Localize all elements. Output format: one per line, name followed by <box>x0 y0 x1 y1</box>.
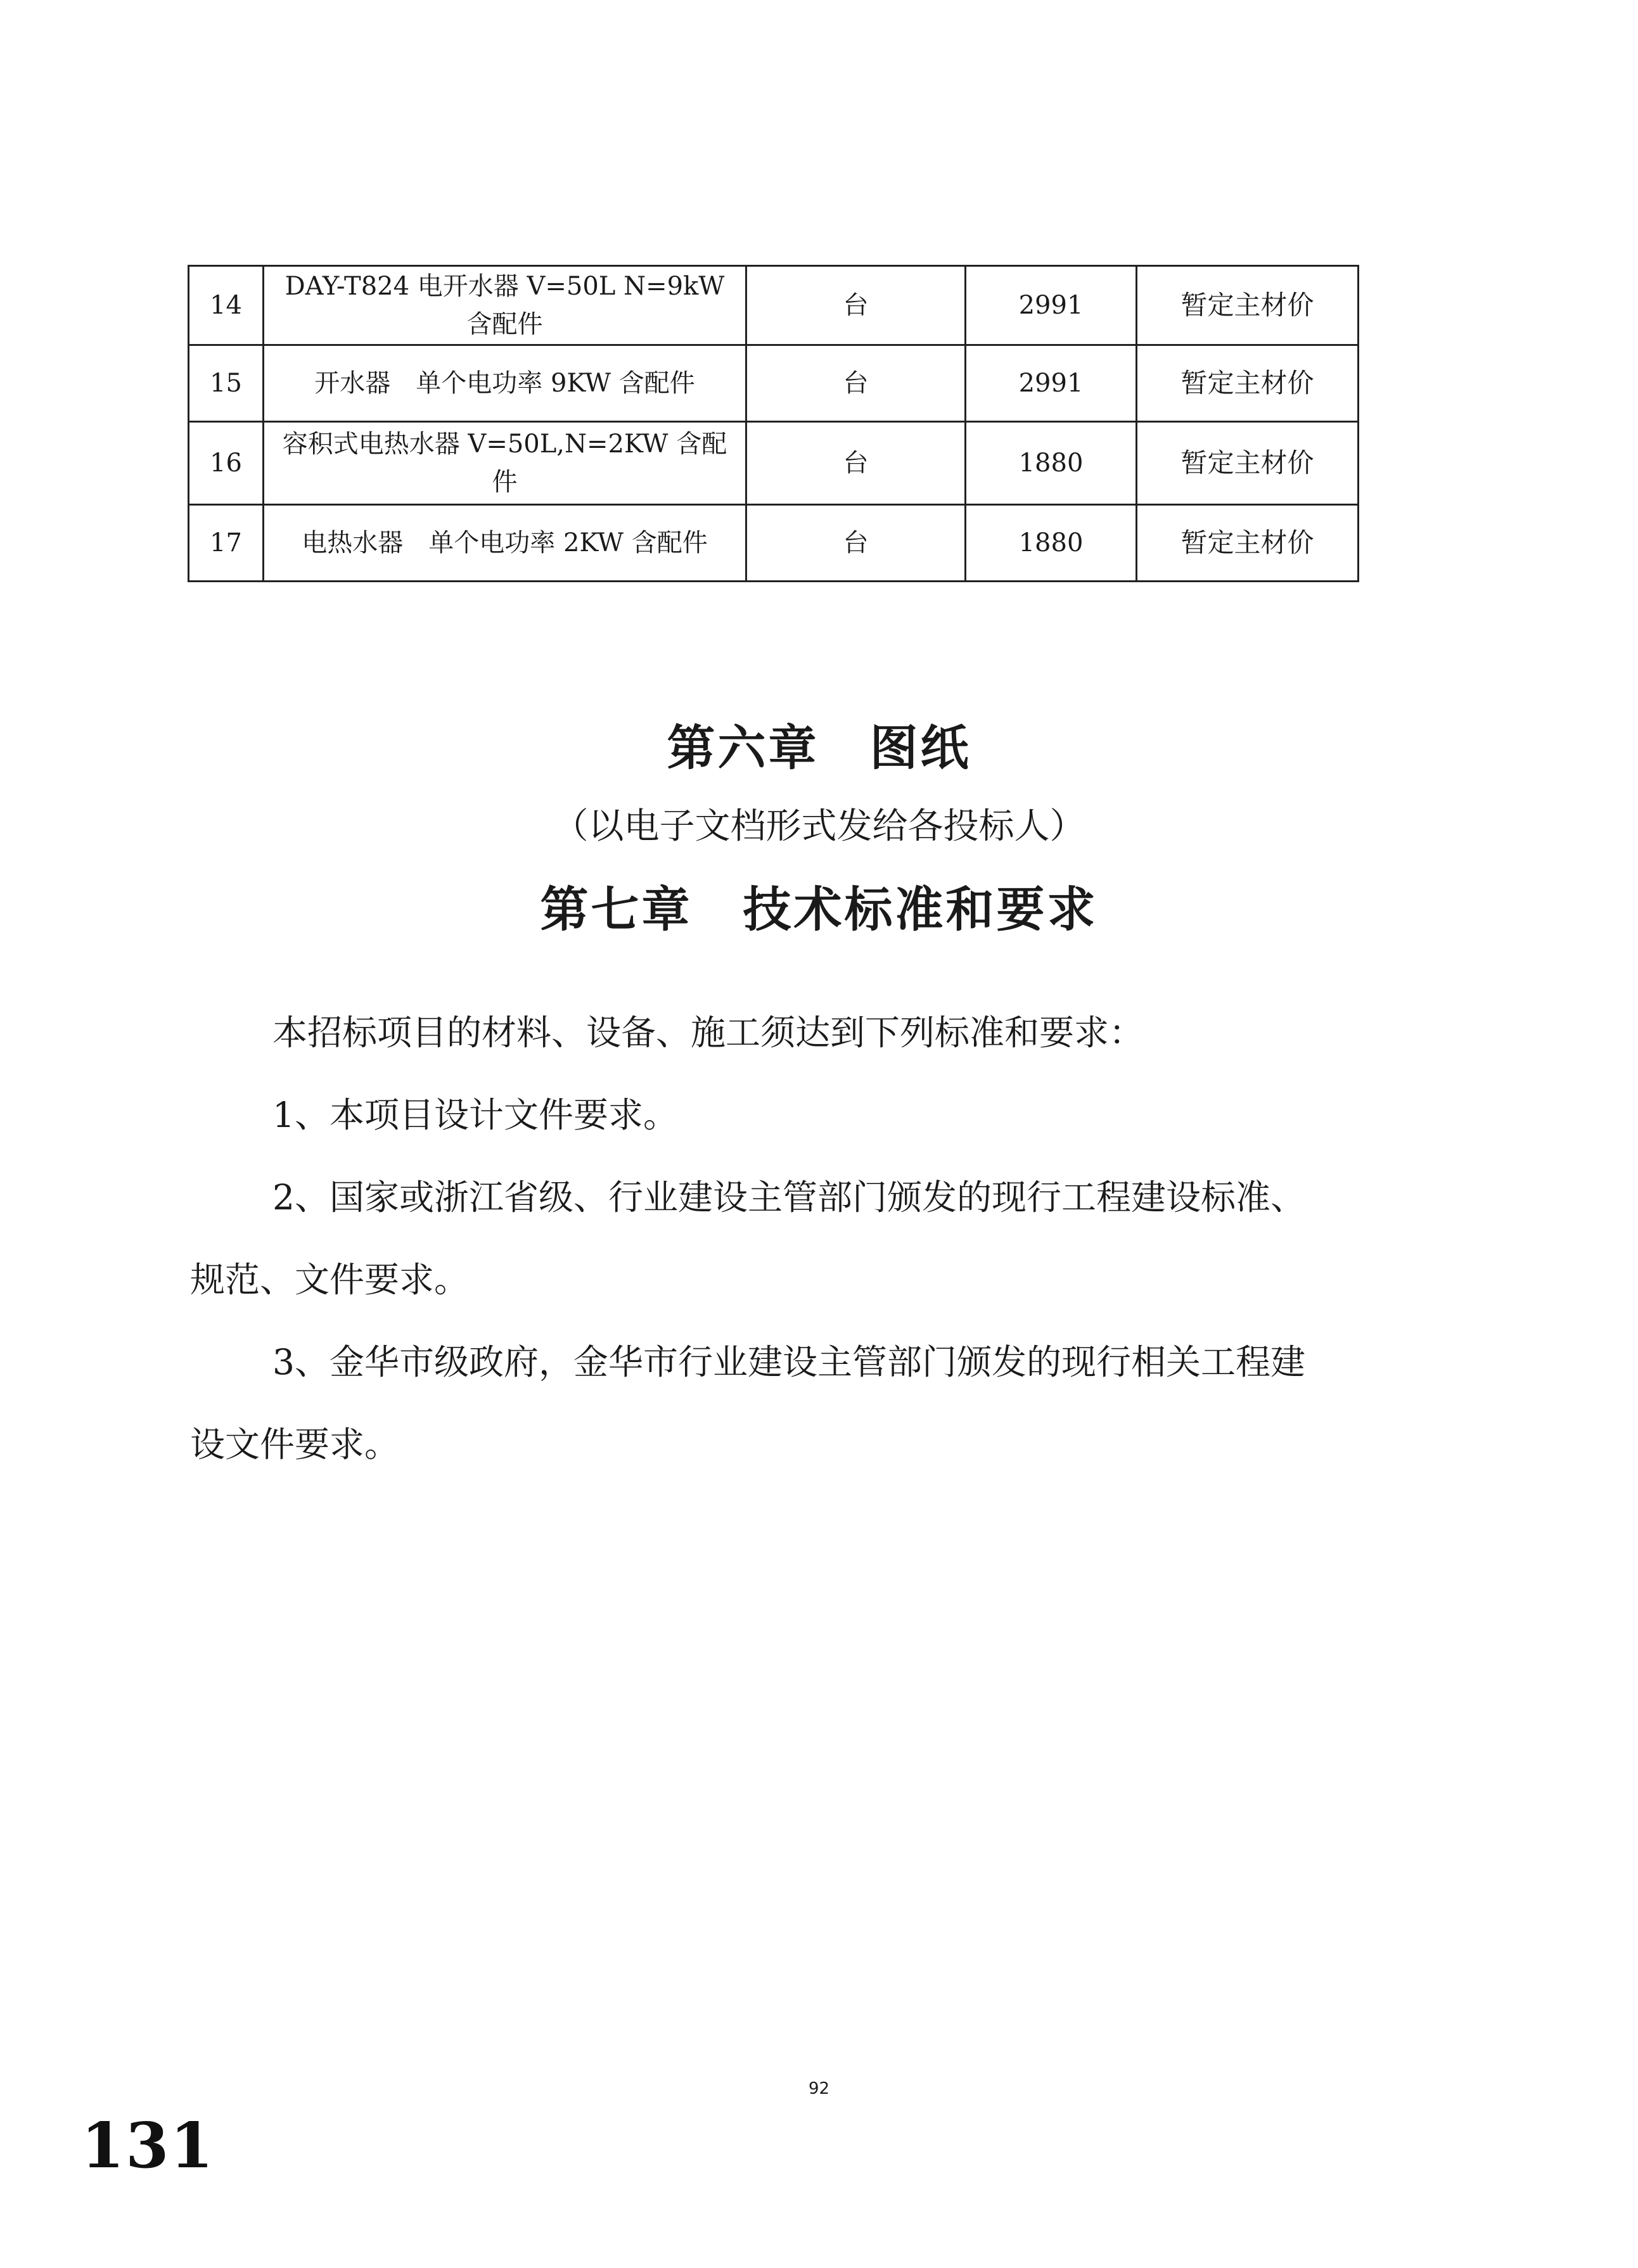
row-number: 15 <box>189 345 264 422</box>
item-note: 暂定主材价 <box>1137 266 1359 345</box>
table-row <box>189 422 1359 505</box>
row-number: 17 <box>189 505 264 582</box>
chapter6-title: 第六章 图纸 <box>667 720 971 776</box>
row-number: 16 <box>189 422 264 505</box>
item-name: 容积式电热水器 V=50L,N=2KW 含配件 <box>264 422 746 505</box>
paragraph-item-1: 1、本项目设计文件要求。 <box>272 1095 678 1135</box>
table-row <box>189 266 1359 345</box>
item-price: 1880 <box>966 505 1137 582</box>
paragraph-intro: 本招标项目的材料、设备、施工须达到下列标准和要求： <box>272 1012 1144 1053</box>
item-unit: 台 <box>746 422 966 505</box>
item-name: 开水器 单个电功率 9KW 含配件 <box>264 345 746 422</box>
page-number: 92 <box>808 2079 830 2098</box>
paragraph-item-2: 2、国家或浙江省级、行业建设主管部门颁发的现行工程建设标准、规范、文件要求。 <box>190 1177 1305 1300</box>
table-row <box>189 345 1359 422</box>
stamp-number: 131 <box>81 2110 215 2182</box>
item-note: 暂定主材价 <box>1137 345 1359 422</box>
item-price: 1880 <box>966 422 1137 505</box>
chapter6-subtitle: （以电子文档形式发给各投标人） <box>553 806 1085 847</box>
paragraph-item-3: 3、金华市级政府，金华市行业建设主管部门颁发的现行相关工程建设文件要求。 <box>190 1342 1305 1465</box>
item-unit: 台 <box>746 345 966 422</box>
chapter7-title: 第七章 技术标准和要求 <box>540 881 1098 938</box>
price-table <box>188 265 1359 582</box>
item-unit: 台 <box>746 266 966 345</box>
table-row <box>189 505 1359 582</box>
row-number: 14 <box>189 266 264 345</box>
item-note: 暂定主材价 <box>1137 422 1359 505</box>
item-name: DAY-T824 电开水器 V=50L N=9kW 含配件 <box>264 266 746 345</box>
item-price: 2991 <box>966 266 1137 345</box>
item-price: 2991 <box>966 345 1137 422</box>
item-note: 暂定主材价 <box>1137 505 1359 582</box>
item-unit: 台 <box>746 505 966 582</box>
item-name: 电热水器 单个电功率 2KW 含配件 <box>264 505 746 582</box>
